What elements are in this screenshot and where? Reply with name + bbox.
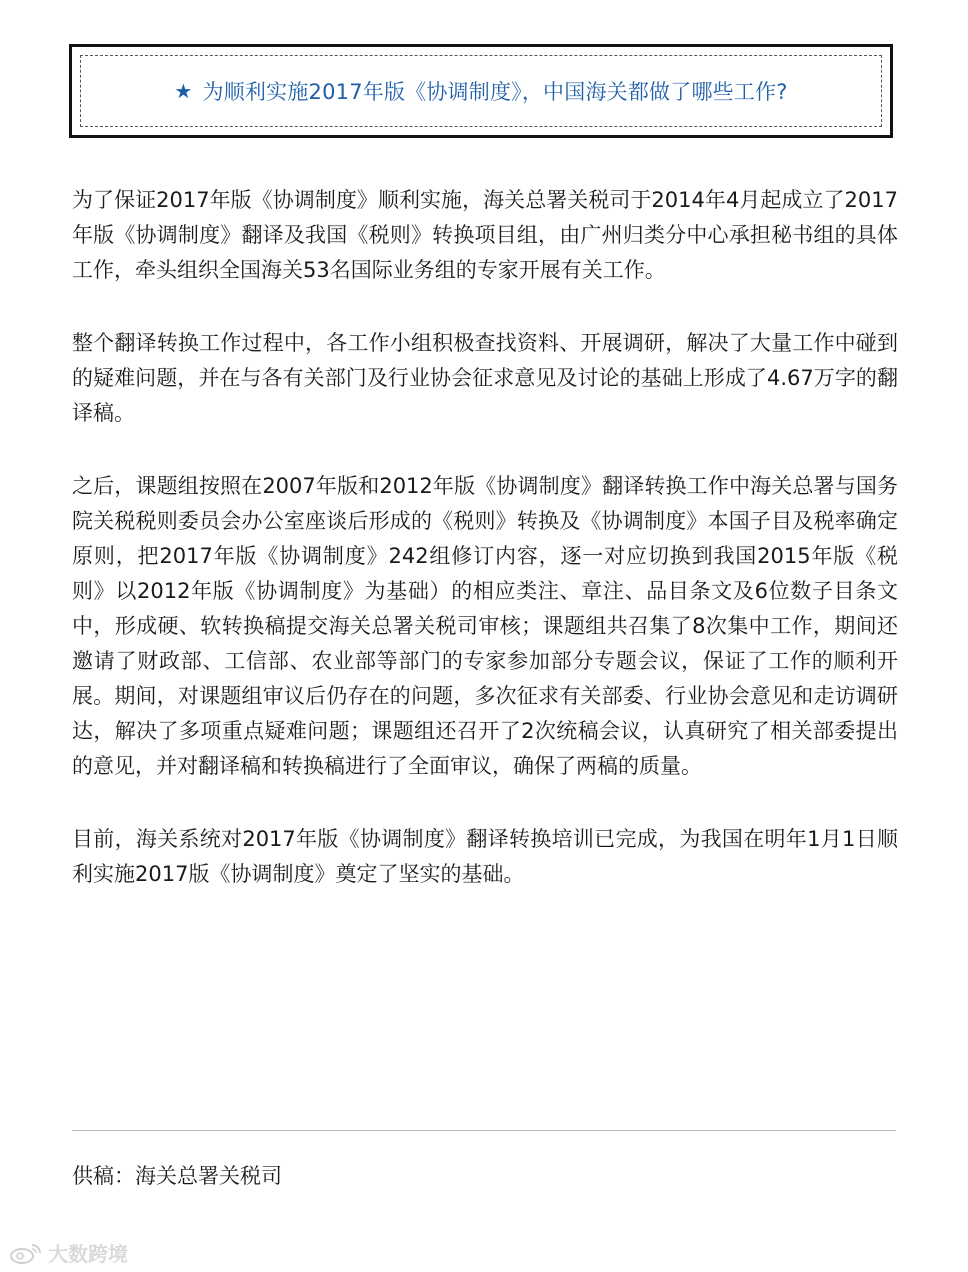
title-box <box>69 44 893 138</box>
paragraph-1: 为了保证2017年版《协调制度》顺利实施，海关总署关税司于2014年4月起成立了2017年版《协调制度》翻译及我国《税则》转换项目组，由广州归类分中心承担秘书组的具体工作，牵头组织全国海关53名国际业务组的专家开展有关工作。 <box>72 188 898 282</box>
star-icon: ★ <box>174 79 193 103</box>
paragraph-4: 目前，海关系统对2017年版《协调制度》翻译转换培训已完成，为我国在明年1月1日顺利实施2017版《协调制度》奠定了坚实的基础。 <box>72 827 898 886</box>
watermark-text: 大数跨境 <box>48 1242 128 1266</box>
article-body <box>72 183 898 930</box>
weibo-logo-icon <box>8 1241 44 1265</box>
paragraph-2: 整个翻译转换工作过程中，各工作小组积极查找资料、开展调研，解决了大量工作中碰到的疑难问题，并在与各有关部门及行业协会征求意见及讨论的基础上形成了4.67万字的翻译稿。 <box>72 331 898 425</box>
title-inner-dashed-frame <box>80 55 882 127</box>
divider <box>72 1130 896 1131</box>
watermark <box>8 1238 128 1267</box>
source-credit: 供稿：海关总署关税司 <box>72 1164 282 1188</box>
article-title: 为顺利实施2017年版《协调制度》，中国海关都做了哪些工作? <box>202 80 788 104</box>
paragraph-3: 之后，课题组按照在2007年版和2012年版《协调制度》翻译转换工作中海关总署与国务院关税税则委员会办公室座谈后形成的《税则》转换及《协调制度》本国子目及税率确定原则，把2017年版《协调制度》242组修订内容，逐一对应切换到我国2015年版《税则》以2012年版《协调制度》为基础）的相应类注、章注、品目条文及6位数子目条文中，形成硬、软转换稿提交海关总署关税司审核；课题组共召集了8次集中工作，期间还邀请了财政部、工信部、农业部等部门的专家参加部分专题会议，保证了工作的顺利开展。期间，对课题组审议后仍存在的问题，多次征求有关部委、行业协会意见和走访调研达，解决了多项重点疑难问题；课题组还召开了2次统稿会议，认真研究了相关部委提出的意见，并对翻译稿和转换稿进行了全面审议，确保了两稿的质量。 <box>72 474 898 778</box>
